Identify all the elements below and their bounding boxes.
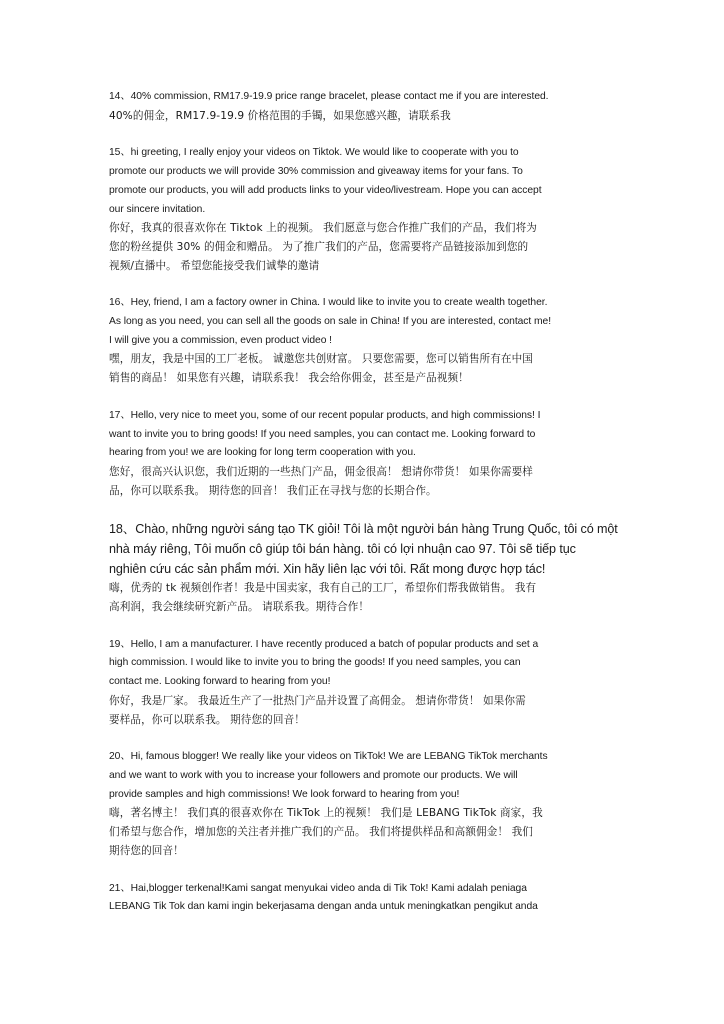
text-line: hearing from you! we are looking for long term cooperation with you.	[109, 447, 416, 459]
text-line: 40%的佣金，RM17.9-19.9 价格范围的手镯，如果您感兴趣，请联系我	[109, 109, 451, 122]
text-line: want to invite you to bring goods! If you need samples, you can contact me. Looking forward to	[109, 428, 536, 440]
paragraph-20	[109, 748, 609, 860]
text-line: 15、hi greeting, I really enjoy your videos on Tiktok. We would like to cooperate with you to	[109, 147, 519, 159]
text-line: 16、Hey, friend, I am a factory owner in China. I would like to invite you to create wealth together.	[109, 297, 548, 309]
text-line: 嗨，优秀的 tk 视频创作者！我是中国卖家，我有自己的工厂，希望你们帮我做销售。 我有	[109, 582, 537, 595]
text-line: 你好，我是厂家。 我最近生产了一批热门产品并设置了高佣金。 想请你带货！ 如果你需	[109, 694, 526, 707]
text-line: 嘿，朋友，我是中国的工厂老板。 诚邀您共创财富。 只要您需要，您可以销售所有在中国	[109, 353, 533, 366]
text-line: 20、Hi, famous blogger! We really like your videos on TikTok! We are LEBANG TikTok merchants	[109, 751, 548, 763]
text-line: nghiên cứu các sản phẩm mới. Xin hãy liên lạc với tôi. Rất mong được hợp tác!	[109, 562, 546, 577]
text-line: 品，你可以联系我。 期待您的回音！ 我们正在寻找与您的长期合作。	[109, 484, 437, 497]
paragraph-15	[109, 144, 609, 275]
text-line: 销售的商品！ 如果您有兴趣，请联系我！ 我会给你佣金，甚至是产品视频！	[109, 372, 469, 385]
paragraph-16	[109, 294, 609, 388]
text-line: 视频/直播中。 希望您能接受我们诚挚的邀请	[109, 259, 320, 272]
paragraph-21	[109, 880, 609, 917]
text-line: 19、Hello, I am a manufacturer. I have recently produced a batch of popular products and set a	[109, 638, 539, 650]
paragraph-18	[109, 519, 618, 616]
text-line: high commission. I would like to invite you to bring the goods! If you need samples, you can	[109, 657, 521, 669]
text-line: 您好，很高兴认识您，我们近期的一些热门产品，佣金很高！ 想请你带货！ 如果你需要样	[109, 465, 533, 478]
paragraph-17	[109, 407, 609, 501]
text-line: 嗨，著名博主！ 我们真的很喜欢你在 TikTok 上的视频！ 我们是 LEBANG TikTok 商家，我	[109, 807, 543, 820]
text-line: provide samples and high commissions! We look forward to hearing from you!	[109, 788, 460, 800]
text-line: 18、Chào, những người sáng tạo TK giỏi! Tôi là một người bán hàng Trung Quốc, tôi có một	[109, 522, 618, 537]
text-line: contact me. Looking forward to hearing from you!	[109, 676, 331, 688]
text-line: and we want to work with you to increase your followers and promote our products. We will	[109, 769, 518, 781]
text-line: promote our products, you will add products links to your video/livestream. Hope you can accept	[109, 184, 542, 196]
text-line: promote our products we will provide 30% commission and giveaway items for your fans. To	[109, 166, 523, 178]
text-line: As long as you need, you can sell all the goods on sale in China! If you are interested, contact me!	[109, 316, 552, 328]
text-line: 期待您的回音！	[109, 844, 184, 857]
text-line: nhà máy riêng, Tôi muốn cô giúp tôi bán hàng. tôi có lợi nhuận cao 97. Tôi sẽ tiếp tục	[109, 542, 576, 557]
text-line: I will give you a commission, even product video !	[109, 334, 332, 346]
document-body	[109, 88, 618, 936]
text-line: 21、Hai,blogger terkenal!Kami sangat menyukai video anda di Tik Tok! Kami adalah peniaga	[109, 882, 527, 894]
text-line: 14、40% commission, RM17.9-19.9 price range bracelet, please contact me if you are interested.	[109, 91, 549, 102]
paragraph-19	[109, 636, 609, 730]
text-line: 您的粉丝提供 30% 的佣金和赠品。 为了推广我们的产品，您需要将产品链接添加到您的	[109, 240, 529, 253]
text-line: 要样品，你可以联系我。 期待您的回音！	[109, 713, 305, 726]
paragraph-14	[109, 88, 609, 125]
text-line: 们希望与您合作，增加您的关注者并推广我们的产品。 我们将提供样品和高额佣金！ 我们	[109, 826, 533, 839]
text-line: 你好，我真的很喜欢你在 Tiktok 上的视频。 我们愿意与您合作推广我们的产品，我们将为	[109, 222, 537, 235]
text-line: 高利润，我会继续研究新产品。 请联系我。期待合作！	[109, 601, 370, 614]
text-line: 17、Hello, very nice to meet you, some of our recent popular products, and high commissions! I	[109, 409, 541, 421]
text-line: LEBANG Tik Tok dan kami ingin bekerjasama dengan anda untuk meningkatkan pengikut anda	[109, 901, 538, 913]
text-line: our sincere invitation.	[109, 203, 206, 215]
